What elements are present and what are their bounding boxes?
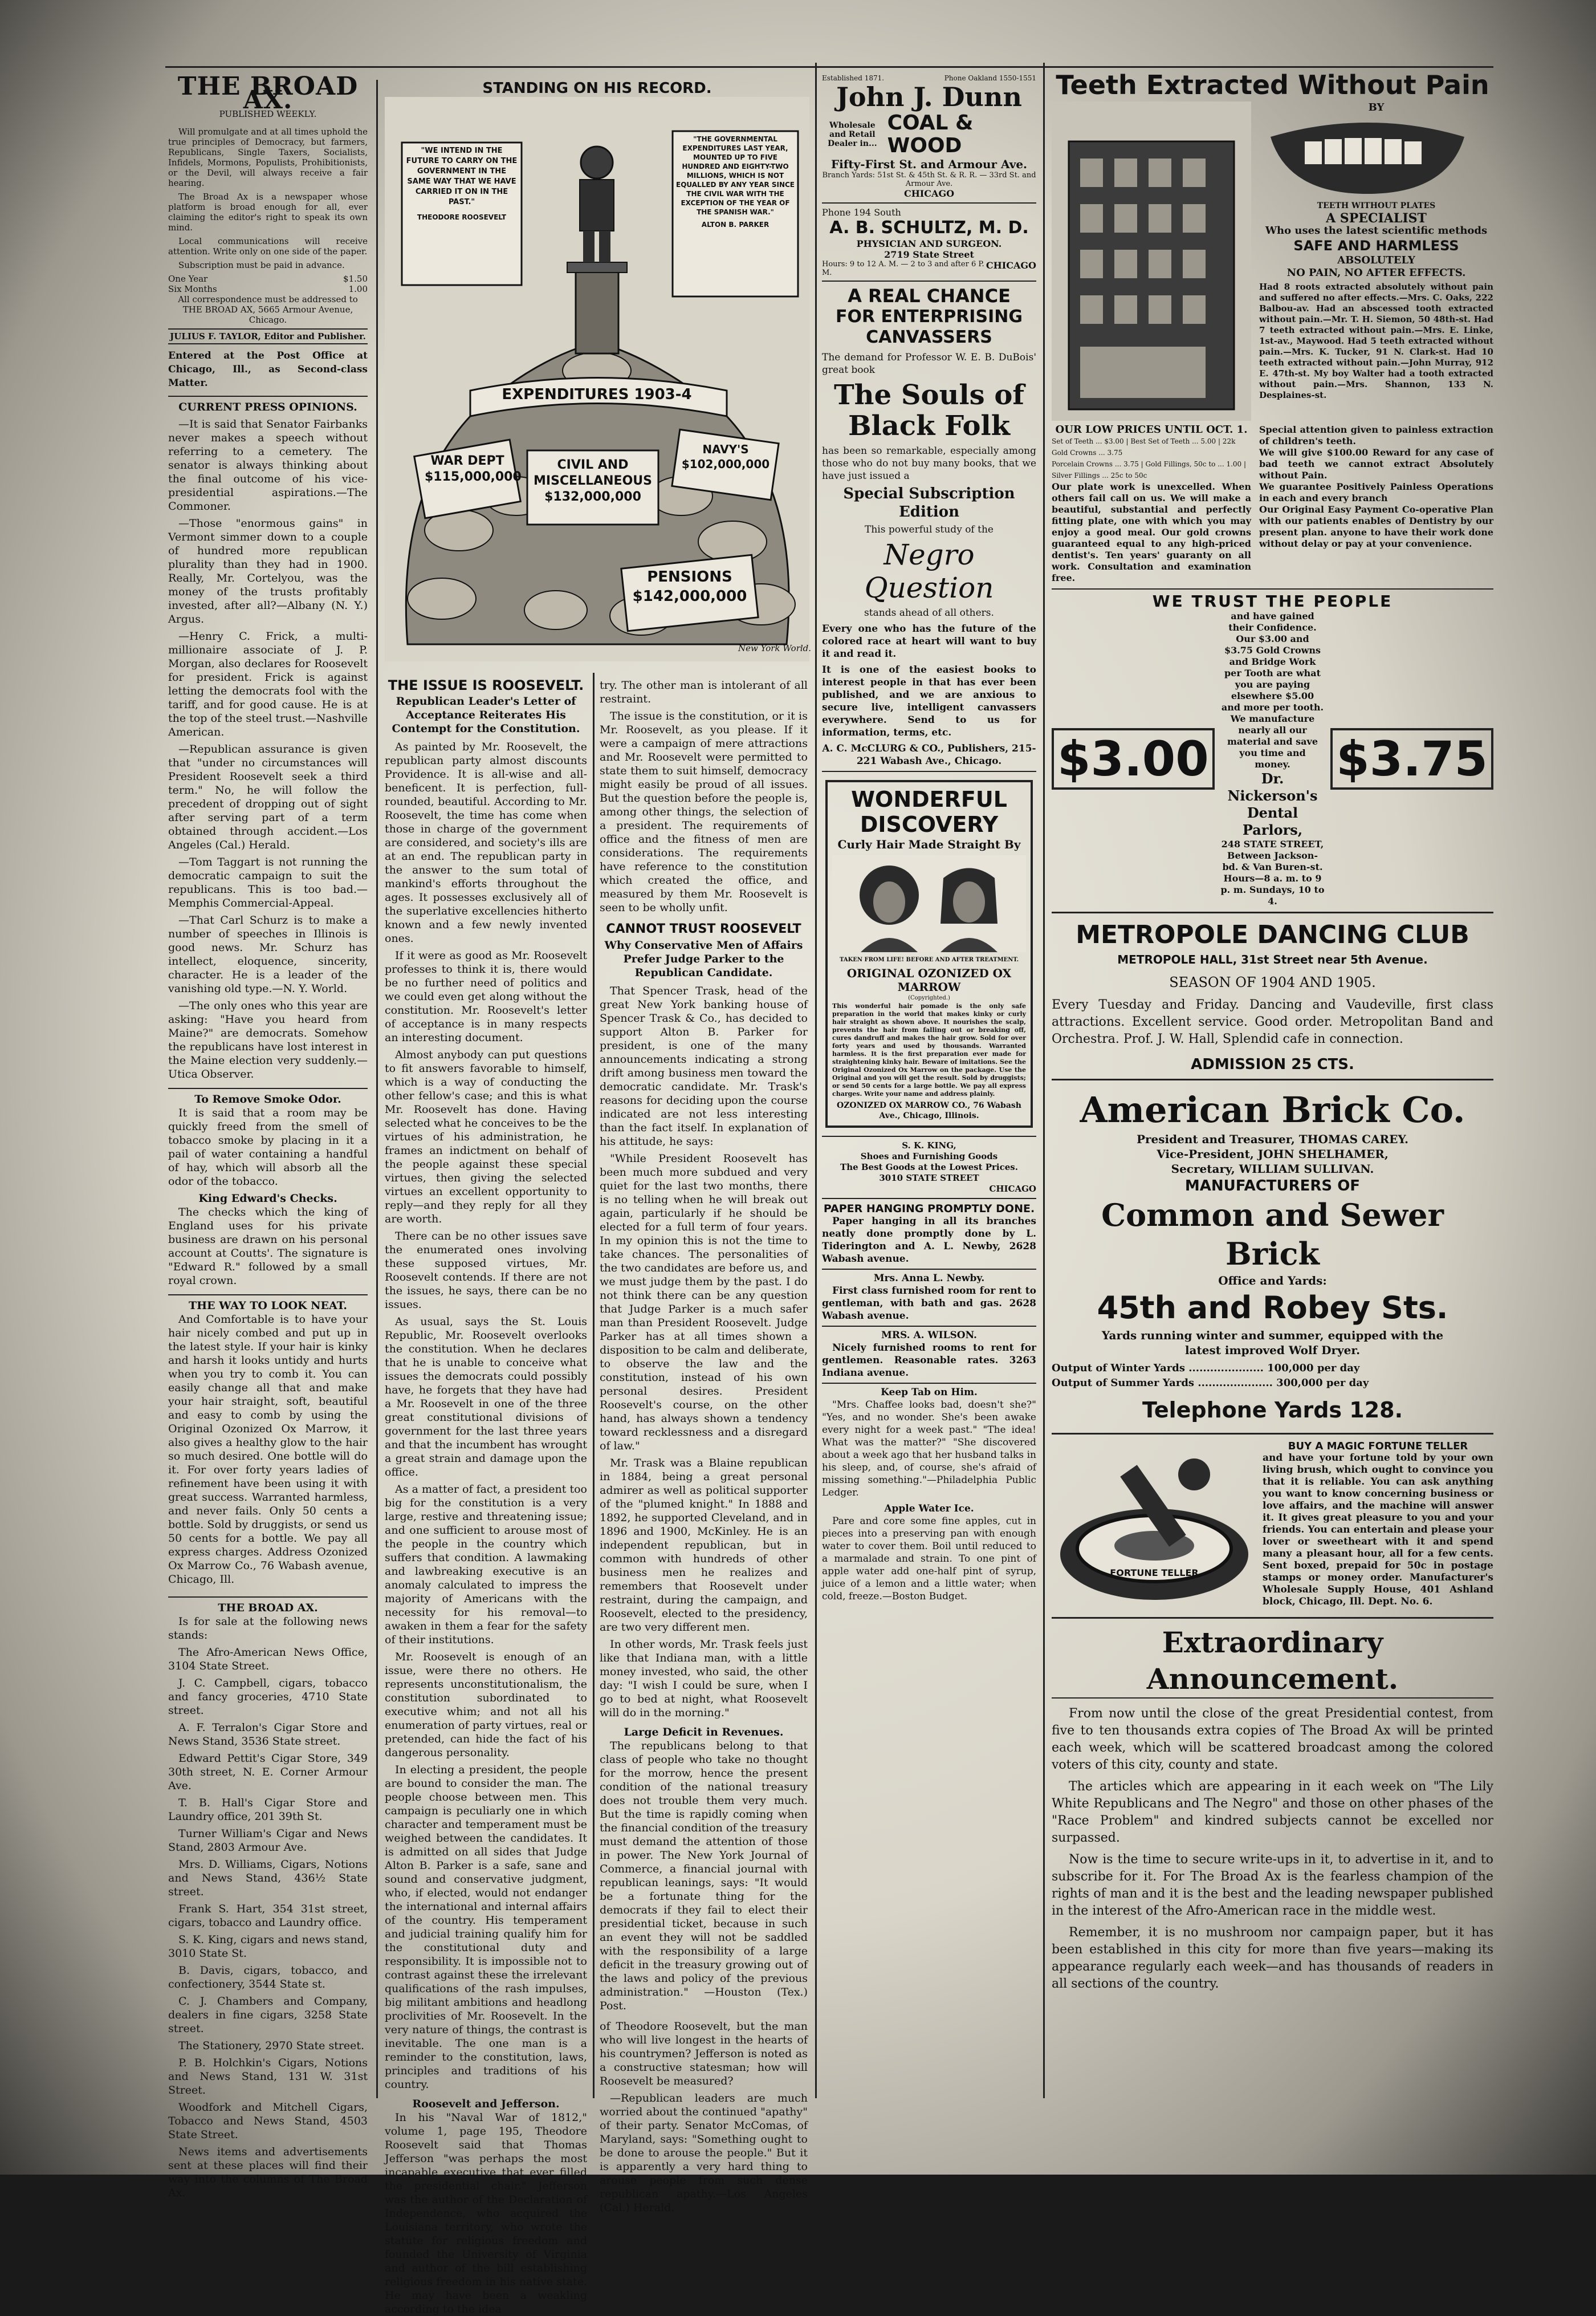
price-badge: $3.75 [1330, 728, 1493, 790]
ad-headline: Teeth Extracted Without Pain [1056, 70, 1489, 100]
ad-text: This wonderful hair pomade is the only safe preparation in the world that makes kinky or curly hair straight as shown above. It nourishes the scalp, prevents the hair from falling out or breaking off, cures dandruff and makes the hair grow. Sold for over forty years and used by thousands. Warranted harmless. It is the first preparation ever made for straightening kinky hair. Beware of imitations. See the Original Ozonized Ox Marrow on the package. Use the Original and you will get the result. Sold by druggists; or send 50 cents for a large bottle. We pay all express charges. Write your name and address plainly. [832, 1002, 1026, 1098]
brick-company-ad [1052, 1080, 1493, 1435]
article-body: —Republican leaders are much worried about the continued "apathy" of their party. Senator McComas, of Maryland, says: "Something ought to be done to arouse the people." But it is apparently a very hard thing to arouse people from such dense republican apathy.—Los Angeles (Cal.) Herald. [600, 2092, 808, 2214]
cartoon-quote-left: "WE INTEND IN THE FUTURE TO CARRY ON THE GOVERNMENT IN THE SAME WAY THAT WE HAVE CARRIED IT ON IN THE PAST." [406, 147, 518, 206]
article-body: There can be no other issues save the enumerated ones involving these supposed virtues, Mr. Roosevelt contends. If there are not the issues, he says, there can be no issues. [385, 1230, 587, 1311]
canvassers-ad [822, 282, 1036, 772]
ad-headline: Curly Hair Made Straight By [837, 838, 1021, 851]
ad-text: NO PAIN, NO AFTER EFFECTS. [1286, 267, 1466, 279]
opinion-item: —That Carl Schurz is to make a number of speeches in Illinois is good news. Mr. Schurz has intellect, eloquence, sincerity, character. He is a leader of the vanishing old type.—N. Y. World. [168, 914, 368, 995]
article-body: Mr. Roosevelt is enough of an issue, were there no others. He represents unconstitutionalism, the constitution subordinated to executive whim; and not all his enumeration of party virtues, real or pretended, can hide the fact of his dangerous personality. [385, 1651, 587, 1759]
ad-text: The Best Goods at the Lowest Prices. [840, 1162, 1018, 1172]
top-rule [165, 66, 1493, 68]
coal-ad [822, 74, 1036, 204]
article-body: In electing a president, the people are bound to consider the man. The people choose between men. This campaign is peculiarly one in which character and temperament must be weighed between the candidates. It is admitted on all sides that Judge Alton B. Parker is a safe, sane and sound and conservative judgment, who, if elected, would not endanger the international and internal affairs of the country. His temperament and judicial training qualify him for the constitutional duty and responsibility. It is impossible not to contrast against these the irrelevant qualifications of the rash impulses, big militant ambitions and headlong proclivities of Mr. Roosevelt. In the very nature of things, the contrast is inevitable. The one man is a reminder to the constitution, laws, principles and traditions of his country. [385, 1764, 587, 2091]
article-body: In other words, Mr. Trask feels just like that Indiana man, with a little money invested, who said, the other day: "I wish I could be sure, when I go to bed at night, what Roosevelt will do in the morning." [600, 1638, 808, 1719]
article-title: To Remove Smoke Odor. [168, 1088, 368, 1106]
cartoon-title: STANDING ON HIS RECORD. [482, 80, 712, 97]
cartoon-attribution: THEODORE ROOSEVELT [417, 213, 507, 221]
entered-note: Entered at the Post Office at Chicago, Ill., as Second-class Matter. [168, 350, 368, 389]
news-stand-item: A. F. Terralon's Cigar Store and News Stand, 3536 State street. [168, 1721, 368, 1748]
news-stand-item: T. B. Hall's Cigar Store and Laundry office, 201 39th St. [168, 1797, 368, 1823]
ad-headline: Dr. Nickerson's Dental Parlors, [1227, 770, 1318, 838]
article-body: Pare and core some fine apples, cut in pieces into a preserving pan with enough water to cover them. Boil until reduced to a marmalade and strain. To one pint of apple water add one-half pint of syrup, juice of a lemon and a little water; when cold, freeze.—Boston Budget. [822, 1515, 1036, 1602]
opinion-item: —Republican assurance is given that "under no circumstances will President Roosevelt seek a third term." No, he will follow the precedent of dropping out of sight after serving part of a term obtained through accident.—Los Angeles (Cal.) Herald. [168, 743, 368, 851]
ad-headline: Telephone Yards 128. [1142, 1397, 1403, 1423]
ad-headline: S. K. KING, [902, 1140, 956, 1151]
ad-headline: BUY A MAGIC FORTUNE TELLER [1288, 1440, 1468, 1452]
political-cartoon [385, 80, 812, 667]
price-list: Set of Teeth ... $3.00 | Best Set of Teeth ... 5.00 | 22k Gold Crowns ... 3.75 [1052, 437, 1236, 457]
ad-text: Our $3.00 and $3.75 Gold Crowns and Bridge Work per Tooth are what you are paying elsewhere $5.00 and more per tooth. We manufacture nearly all our material and save you time and money. [1221, 633, 1324, 770]
news-stand-item: Frank S. Hart, 354 31st street, cigars, tobacco and Laundry office. [168, 1903, 368, 1929]
ad-headline: 45th and Robey Sts. [1097, 1290, 1448, 1326]
column-2 [385, 677, 587, 2315]
ad-address: 3010 STATE STREET [879, 1173, 979, 1183]
cartoon-quote-right: "THE GOVERNMENTAL EXPENDITURES LAST YEAR, MOUNTED UP TO FIVE HUNDRED AND EIGHTY-TWO MILLIONS, WHICH IS NOT EQUALLED BY ANY YEAR SINCE THE CIVIL WAR WITH THE EXCEPTION OF THE YEAR OF THE SPANISH WAR." [676, 135, 795, 216]
teeth-icon [1259, 114, 1476, 200]
ad-text: Shoes and Furnishing Goods [860, 1151, 998, 1161]
article-body: "Mrs. Chaffee looks bad, doesn't she?" "Yes, and no wonder. She's been awake every night for a week past." "The idea! What was the matter?" "She discovered about a week ago that her husband talks in his sleep, and, of course, she's afraid of missing something."—Philadelphia Public Ledger. [822, 1399, 1036, 1498]
article-title: Large Deficit in Revenues. [624, 1726, 784, 1738]
classified-body: Nicely furnished rooms to rent for gentlemen. Reasonable rates. 3263 Indiana avenue. [822, 1342, 1036, 1379]
fortune-teller-ad [1052, 1435, 1493, 1619]
news-stand-item: Edward Pettit's Cigar Store, 349 30th street, N. E. Corner Armour Ave. [168, 1752, 368, 1792]
ad-small-text: (Copyrighted.) [908, 995, 950, 1001]
before-after-portraits [832, 855, 1026, 952]
column-rule [593, 673, 595, 2098]
classified-body: First class furnished room for rent to gentleman, with bath and gas. 2628 Wabash avenue. [822, 1285, 1036, 1322]
book-title: The Souls of Black Folk [833, 379, 1025, 442]
cartoon-credit: New York World. [738, 643, 812, 653]
article-body: "While President Roosevelt has been much more subdued and very quiet for the last two months, there is no telling when he will break out again, particularly if he should be elected for a full term of four years. In my opinion this is not the time to take chances. The personalities of the two candidates are before us, and we must judge them by the past. I do not think there can be any question that Judge Parker is a much safer man than President Roosevelt. Judge Parker has at all times shown a disposition to be calm and deliberate, to observe the law and the constitution, instead of his own personal desires. President Roosevelt's course, on the other hand, has always shown a tendency toward recklessness and a disregard of law." [600, 1152, 808, 1452]
article-title: Keep Tab on Him. [822, 1383, 1036, 1399]
classified-title: PAPER HANGING PROMPTLY DONE. [823, 1202, 1035, 1215]
ad-small-text: BY [1368, 101, 1385, 113]
news-stand-item: C. J. Chambers and Company, dealers in fine cigars, 3258 State street. [168, 1995, 368, 2035]
cartoon-bag-label: NAVY'S $102,000,000 [681, 442, 770, 471]
article-body: As painted by Mr. Roosevelt, the republican party almost discounts Providence. It is all-wise and all-beneficent. It is perfection, full-rounded, beautiful. According to Mr. Roosevelt, the time has come when those in charge of the government are considered, and society's ills are at an end. The republican party in the answer to the sum total of mankind's efforts throughout the ages. It possesses exclusively all of the superlative excellencies hitherto known and a few newly invented ones. [385, 741, 587, 945]
article-body: That Spencer Trask, head of the great New York banking house of Spencer Trask & Co., has decided to support Alton B. Parker for president, is one of the many announcements indicating a strong drift among business men toward the democratic candidate. Mr. Trask's reasons for deciding upon the course indicated are not less interesting than the fact itself. In explanation of his attitude, he says: [600, 985, 808, 1148]
ad-text: Our plate work is unexcelled. When others fail call on us. We will make a beautiful, substantial and perfectly fitting plate, one with which you may enjoy a good meal. Our gold crowns guaranteed equal to any high-priced dentist's. Ten years' guaranty on all work. Consultation and examination free. [1052, 481, 1251, 583]
opinion-item: —The only ones who this year are asking: "Have you heard from Maine?" are democrats. Somehow the republicans have lost interest in the Maine election very suddenly.—Utica Observer. [168, 999, 368, 1080]
cartoon-drawing [385, 97, 812, 661]
ad-small-text: CHICAGO [986, 260, 1036, 271]
news-stand-item: The Stationery, 2970 State street. [178, 2039, 365, 2052]
article-title: CANNOT TRUST ROOSEVELT [606, 922, 801, 936]
ad-text: This powerful study of the [865, 524, 994, 535]
ad-text: has been so remarkable, especially among those who do not buy many books, that we have just issued a [822, 445, 1036, 482]
rate-label: Six Months [168, 284, 217, 294]
ad-small-text: Established 1871. [822, 74, 885, 82]
ad-small-text: PHYSICIAN AND SURGEON. [856, 238, 1002, 249]
announcement-body: The articles which are appearing in it each week on "The Lily White Republicans and The Negro" and those on other phases of the "Race Problem" and kindred subjects cannot be excelled nor surpassed. [1052, 1779, 1493, 1845]
ad-text: Between Jackson-bd. & Van Buren-st. [1222, 850, 1323, 872]
ad-headline: A. B. SCHULTZ, M. D. [829, 218, 1029, 238]
article-body: Mr. Trask was a Blaine republican in 1884, being a great personal admirer as well as political supporter of the "plumed knight." In 1888 and 1892, he supported Cleveland, and in 1896 and 1900, McKinley. He is an independent republican, but in common with hundreds of other business men he realizes and remembers that Roosevelt under restraint, during the campaign, and Roosevelt, elected to the presidency, are two very different men. [600, 1457, 808, 1634]
opinion-item: —It is said that Senator Fairbanks never makes a speech without referring to a cemetery. The senator is always thinking about the final outcome of his vice-presidential aspirations.—The Commoner. [168, 418, 368, 513]
ad-headline: ORIGINAL OZONIZED OX MARROW [846, 966, 1012, 994]
announcement-body: Remember, it is no mushroom nor campaign paper, but it has been established in this city for more than five years—making its appearance regularly each week—and has thousands of readers in all sections of the country. [1052, 1925, 1493, 1991]
ad-text: CHICAGO [989, 1184, 1036, 1194]
ad-headline: American Brick Co. [1080, 1089, 1465, 1131]
announcement-body: Now is the time to secure write-ups in it, to advertise in it, and to subscribe for it. For The Broad Ax is the fearless champion of the rights of man and it is the best and the leading newspaper published in the interest of the Afro-American race in the middle west. [1052, 1852, 1493, 1918]
ad-text: We guarantee Positively Painless Operations in each and every branch [1259, 481, 1493, 503]
ad-text: President and Treasurer, THOMAS CAREY. [1136, 1132, 1408, 1146]
article-body: As a matter of fact, a president too big for the constitution is a very large, restive and threatening issue; and one sufficient to arouse most of the people in the country which suffers that condition. A lawmaking and lawbreaking executive is an anomaly calculated to impress the majority of Americans with the necessity for his removal—to awaken in them a fear for the safety of their institutions. [385, 1483, 587, 1646]
rate-label: One Year [168, 274, 208, 284]
ad-headline: OUR LOW PRICES UNTIL OCT. 1. [1055, 424, 1248, 436]
image-caption: TAKEN FROM LIFE! BEFORE AND AFTER TREATMENT. [839, 957, 1019, 963]
cartoon-banner: EXPENDITURES 1903-4 [502, 386, 692, 403]
ad-text: Special attention given to painless extraction of children's teeth. [1259, 424, 1493, 446]
announcement-body: From now until the close of the great Presidential contest, from five to ten thousands extra copies of The Broad Ax will be printed each week, which will be scattered broadcast among the colored voters of this city, county and state. [1052, 1706, 1493, 1772]
classified-body: Paper hanging in all its branches neatly done promptly done by L. Tiderington and A. L. Newby, 2628 Wabash avenue. [822, 1216, 1036, 1265]
article-body: It is said that a room may be quickly freed from the smell of tobacco smoke by placing in it a pail of water containing a handful of hay, which will absorb all the odor of the tobacco. [168, 1107, 368, 1188]
ad-headline: A SPECIALIST [1326, 211, 1427, 226]
ad-headline: SAFE AND HARMLESS [1293, 238, 1459, 254]
intro-text: Subscription must be paid in advance. [178, 260, 345, 270]
ad-small-text: Phone Oakland 1550-1551 [944, 74, 1036, 82]
fortune-teller-image [1052, 1440, 1257, 1611]
article-title: THE ISSUE IS ROOSEVELT. [388, 677, 584, 693]
hair-product-ad [825, 780, 1033, 1128]
cartoon-bag-label: WAR DEPT $115,000,000 [425, 454, 522, 484]
editor-line: JULIUS F. TAYLOR, Editor and Publisher. [168, 328, 368, 344]
ad-headline: MANUFACTURERS OF [1184, 1177, 1361, 1194]
dental-ad [1052, 68, 1493, 913]
news-stand-item: S. K. King, cigars and news stand, 3010 State St. [168, 1933, 368, 1960]
ad-text: It is one of the easiest books to interest people in that has ever been published, and we are anxious to secure live, intelligent canvassers everywhere. Send to us for information, terms, etc. [822, 664, 1036, 738]
ad-text: Office and Yards: [1218, 1274, 1327, 1287]
rate-value: 1.00 [348, 284, 368, 294]
opinion-item: —Those "enormous gains" in Vermont simmer down to a couple of hundred more republican plurality than they had in 1900. Really, Mr. Cortelyou, was the money of the trusts profitably invested, after all?—Albany (N. Y.) Argus. [168, 517, 368, 625]
intro-text: The Broad Ax is a newspaper whose platform is broad enough for all, ever claiming the editor's right to speak its own mind. [168, 192, 368, 233]
ad-text: Our Original Easy Payment Co-operative Plan with our patients enables of Dentistry by our present plan. anyone to have their work done without delay or pay at your convenience. [1259, 504, 1493, 549]
article-body: As usual, says the St. Louis Republic, Mr. Roosevelt overlooks the constitution. When he declares that he is unable to conceive what issues the democrats could possibly have, he forgets that they have had a Mr. Roosevelt in one of the three great constitutional divisions of government for the last three years and that the incumbent has wrought a great strain and damage upon the office. [385, 1315, 587, 1478]
ad-headline: Special Subscription Edition [843, 485, 1015, 521]
ad-text: We will give $100.00 Reward for any case of bad teeth we cannot extract Absolutely without Pain. [1259, 447, 1493, 481]
ad-text: The demand for Professor W. E. B. DuBois' great book [822, 352, 1036, 376]
news-stand-item: J. C. Campbell, cigars, tobacco and fancy groceries, 4710 State street. [168, 1677, 368, 1717]
cartoon-bag-label: CIVIL AND MISCELLANEOUS $132,000,000 [533, 458, 652, 504]
ad-text: Secretary, WILLIAM SULLIVAN. [1171, 1162, 1374, 1176]
ad-small-text: Wholesale and Retail Dealer in... [827, 121, 877, 148]
article-body: In his "Naval War of 1812," volume 1, page 195, Theodore Roosevelt said that Thomas Jefferson "was perhaps the most incapable executive that ever filled the presidential chair." Jefferson was the author of the Declaration of Independence, who acquired the Louisiana territory, who wrote the statute for religious freedom and founded the University of Virginia and author of the bill establishing religious freedom in his native state. He may have been a weakling according to the idea [385, 2111, 587, 2315]
ad-small-text: Hours: 9 to 12 A. M. — 2 to 3 and after 6 P. M. [822, 260, 984, 277]
article-body: If it were as good as Mr. Roosevelt professes to think it is, there would be no further need of politics and we could even get along without the constitution. Mr. Roosevelt's letter of acceptance is in many respects an interesting document. [385, 949, 587, 1044]
column-rule [376, 80, 378, 2098]
ad-text: Hours—8 a. m. to 9 p. m. Sundays, 10 to 4. [1220, 873, 1325, 907]
ad-text: and have your fortune told by your own living brush, which ought to convince you that it is reliable. You can ask anything you want to know concerning business or love affairs, and the machine will answer it. It gives great pleasure to you and your friends. You can entertain and please your lover or sweetheart with it and spend many a pleasant hour, all for a few cents. Sent boxed, prepaid for 50c in postage stamps or money order. Manufacturer's Wholesale Supply House, 401 Ashland block, Chicago, Ill. Dept. No. 6. [1263, 1452, 1493, 1607]
column-rule [1043, 63, 1045, 2098]
ad-address: METROPOLE HALL, 31st Street near 5th Avenue. [1117, 953, 1428, 966]
announcement [1052, 1619, 1493, 1993]
ad-text: stands ahead of all others. [864, 607, 994, 619]
ad-headline: FOR ENTERPRISING CANVASSERS [836, 307, 1023, 347]
shoes-ad [822, 1136, 1036, 1199]
article-subtitle: Republican Leader's Letter of Acceptance Reiterates His Contempt for the Constitution. [392, 695, 580, 735]
article-title: THE BROAD AX. [168, 1596, 368, 1615]
ad-small-text: Phone 194 South [822, 207, 901, 218]
intro-text: Will promulgate and at all times uphold the true principles of Democracy, but farmers, Republicans, Single Taxers, Socialists, Infidels, Mormons, Populists, Prohibitionists, or the Devil, will always receive a fair hearing. [168, 127, 368, 188]
output-row: Output of Winter Yards ..................... 100,000 per day [1052, 1362, 1360, 1374]
published-note: PUBLISHED WEEKLY. [219, 109, 317, 119]
article-body: The checks which the king of England uses for his private business are drawn on his personal account at Coutts'. The signature is "Edward R." followed by a small royal crown. [168, 1206, 368, 1287]
article-title: THE WAY TO LOOK NEAT. [168, 1294, 368, 1313]
article-body: of Theodore Roosevelt, but the man who will live longest in the hearts of his countrymen? Jefferson is noted as a constructive statesman; how will Roosevelt be measured? [600, 2020, 808, 2087]
ad-headline: WONDERFUL DISCOVERY [851, 787, 1007, 837]
ad-text: and have gained their Confidence. [1228, 611, 1317, 633]
price-badge: $3.00 [1052, 728, 1215, 790]
article-body: Is for sale at the following news stands: [168, 1615, 368, 1641]
price-list: Porcelain Crowns ... 3.75 | Gold Fillings, 50c to ... 1.00 | Silver Fillings ... 25c to 50c [1052, 460, 1247, 480]
article-subtitle: Why Conservative Men of Affairs Prefer Judge Parker to the Republican Candidate. [604, 939, 803, 979]
ad-address: Fifty-First St. and Armour Ave. [830, 157, 1028, 171]
cartoon-attribution: ALTON B. PARKER [701, 221, 769, 229]
ad-text: ABSOLUTELY [1337, 254, 1415, 266]
ad-headline: Common and Sewer Brick [1101, 1197, 1444, 1272]
news-stand-item: News items and advertisements sent at these places will find their way into the columns of The Broad Ax. [168, 2146, 368, 2199]
ad-text: Yards running winter and summer, equipped with the latest improved Wolf Dryer. [1101, 1328, 1444, 1357]
news-stand-item: B. Davis, cigars, tobacco, and confectionery, 3544 State st. [168, 1964, 368, 1990]
ad-headline: COAL & WOOD [887, 111, 974, 157]
cartoon-bag-label: PENSIONS $142,000,000 [632, 568, 747, 605]
ad-text: Vice-President, JOHN SHELHAMER, [1157, 1147, 1389, 1161]
ad-headline: WE TRUST THE PEOPLE [1052, 588, 1493, 611]
ad-headline: John J. Dunn [836, 82, 1022, 112]
ad-headline: ADMISSION 25 CTS. [1191, 1056, 1354, 1073]
ad-headline: A REAL CHANCE [848, 285, 1011, 307]
section-title: CURRENT PRESS OPINIONS. [168, 396, 368, 414]
news-stand-item: Mrs. D. Williams, Cigars, Notions and News Stand, 436½ State street. [168, 1858, 368, 1898]
rate-value: $1.50 [343, 274, 368, 284]
rates-table [168, 274, 368, 294]
ad-text: Every one who has the future of the colored race at heart will want to buy it and read it. [822, 623, 1036, 660]
ad-text: A. C. McCLURG & CO., Publishers, 215-221 Wabash Ave., Chicago. [822, 743, 1036, 767]
ad-small-text: Branch Yards: 51st St. & 45th St. & R. R. — 33rd St. and Armour Ave. [822, 171, 1036, 188]
column-1 [168, 72, 368, 2199]
ad-headline: METROPOLE DANCING CLUB [1076, 920, 1469, 949]
ad-text: SEASON OF 1904 AND 1905. [1169, 974, 1376, 990]
intro-text: Local communications will receive attention. Write only on one side of the paper. [168, 236, 368, 257]
ad-address: OZONIZED OX MARROW CO., 76 Wabash Ave., Chicago, Illinois. [837, 1101, 1021, 1120]
address-text: All correspondence must be addressed to THE BROAD AX, 5665 Armour Avenue, Chicago. [178, 294, 358, 325]
ad-address: 248 STATE STREET, [1221, 839, 1324, 850]
dental-building-image [1052, 101, 1251, 421]
opinion-item: —Tom Taggart is not running the democratic campaign to suit the republicans. This is too bad.—Memphis Commercial-Appeal. [168, 856, 368, 909]
article-title: Apple Water Ice. [884, 1503, 974, 1514]
news-stand-item: Turner William's Cigar and News Stand, 2803 Armour Ave. [168, 1827, 368, 1854]
column-5 [1052, 68, 1493, 2098]
fortune-teller-label: FORTUNE TELLER [1110, 1567, 1199, 1578]
news-stand-item: The Afro-American News Office, 3104 State Street. [168, 1646, 368, 1672]
article-title: Roosevelt and Jefferson. [412, 2098, 560, 2110]
column-rule [815, 63, 817, 2098]
article-body: try. The other man is intolerant of all restraint. [600, 679, 808, 705]
news-stand-item: P. B. Holchkin's Cigars, Notions and News Stand, 131 W. 31st Street. [168, 2057, 368, 2096]
opinion-item: —Henry C. Frick, a multi-millionaire associate of J. P. Morgan, also declares for Roosevelt for president. Frick is against letting the democrats fool with the tariff, and for good cause. He is at the top of the steel trust.—Nashville American. [168, 630, 368, 738]
article-body: The republicans belong to that class of people who take no thought for the morrow, hence the present condition of the national treasury does not trouble them very much. But the time is rapidly coming when the financial condition of the treasury must demand the attention of those in power. The New York Journal of Commerce, a financial journal with republican leanings, says: "It would be a fortunate thing for the democrats if they fail to elect their presidential ticket, because in such an event they will not be saddled with the responsibility of a large deficit in the treasury growing out of the laws and policy of the previous administration." —Houston (Tex.) Post. [600, 1740, 808, 2012]
column-4 [822, 74, 1036, 2098]
column-3 [600, 678, 808, 2214]
masthead: THE BROAD AX. [177, 72, 359, 115]
ad-headline: Negro Question [864, 538, 994, 604]
physician-ad [822, 204, 1036, 282]
news-stand-item: Woodfork and Mitchell Cigars, Tobacco and News Stand, 4503 State Street. [168, 2101, 368, 2141]
dancing-club-ad [1052, 913, 1493, 1080]
article-title: King Edward's Checks. [198, 1192, 337, 1205]
article-body: Almost anybody can put questions to fit answers favorable to himself, which is a way of conducting the other fellow's case; and this is what Mr. Roosevelt has done. Having selected what he conceives to be the virtues of his administration, he frames an indictment on behalf of the people against these special virtues, then giving the selected virtues an excellent opportunity to reply—and they reply for all they are worth. [385, 1049, 587, 1225]
ad-text: Had 8 roots extracted absolutely without pain and suffered no after effects.—Mrs. C. Oaks, 222 Balbou-av. Had an abscessed tooth extracted without pain.—Mr. T. H. Siemon, 50 48th-st. Had 7 teeth extracted without pain.—Mrs. E. Linke, 1st-av., Maywood. Had 5 teeth extracted without pain.—Mrs. K. Tucker, 91 N. Clark-st. Had 10 teeth extracted without pain.—John Murray, 912 E. 47th-st. My boy Walter had a tooth extracted without pain.—Mrs. Shannon, 133 N. Desplaines-st. [1259, 282, 1493, 400]
ad-address: 2719 State Street [884, 249, 974, 260]
ad-text: Every Tuesday and Friday. Dancing and Vaudeville, first class attractions. Excellent service. Good order. Metropolitan Band and Orchestra. Prof. J. W. Hall, Splendid cafe in connection. [1052, 998, 1493, 1046]
announcement-title: Extraordinary Announcement. [1052, 1624, 1493, 1699]
ad-small-text: TEETH WITHOUT PLATES [1317, 201, 1436, 210]
ad-small-text: CHICAGO [903, 188, 955, 199]
classified-title: Mrs. Anna L. Newby. [822, 1269, 1036, 1285]
article-body: And Comfortable is to have your hair nicely combed and put up in the latest style. If your hair is kinky and harsh it looks untidy and hurts when you try to comb it. You can easily change all that and make your hair straight, soft, beautiful and easy to comb by using the Original Ozonized Ox Marrow, it also gives a healthy glow to the hair so much desired. One bottle will do it. For over forty years ladies of refinement have been using it with great success. Warranted harmless, and never fails. Only 50 cents a bottle. Sold by druggists, or send us 50 cents for a bottle. We pay all express charges. Address Ozonized Ox Marrow Co., 76 Wabash avenue, Chicago, Ill. [168, 1313, 368, 1586]
article-body: The issue is the constitution, or it is Mr. Roosevelt, as you please. If it were a campaign of mere attractions and Mr. Roosevelt were permitted to state them to suit himself, democracy might easily be proud of all issues. But the question before the people is, among other things, the selection of a president. The requirements of office and the fitness of men are considerations. The requirements have reference to the constitution which created the office, and measured by them Mr. Roosevelt is seen to be wholly unfit. [600, 710, 808, 914]
ad-text: Who uses the latest scientific methods [1265, 225, 1488, 237]
classifieds [822, 1199, 1036, 1603]
classified-title: MRS. A. WILSON. [822, 1326, 1036, 1342]
output-row: Output of Summer Yards ..................... 300,000 per day [1052, 1377, 1369, 1389]
